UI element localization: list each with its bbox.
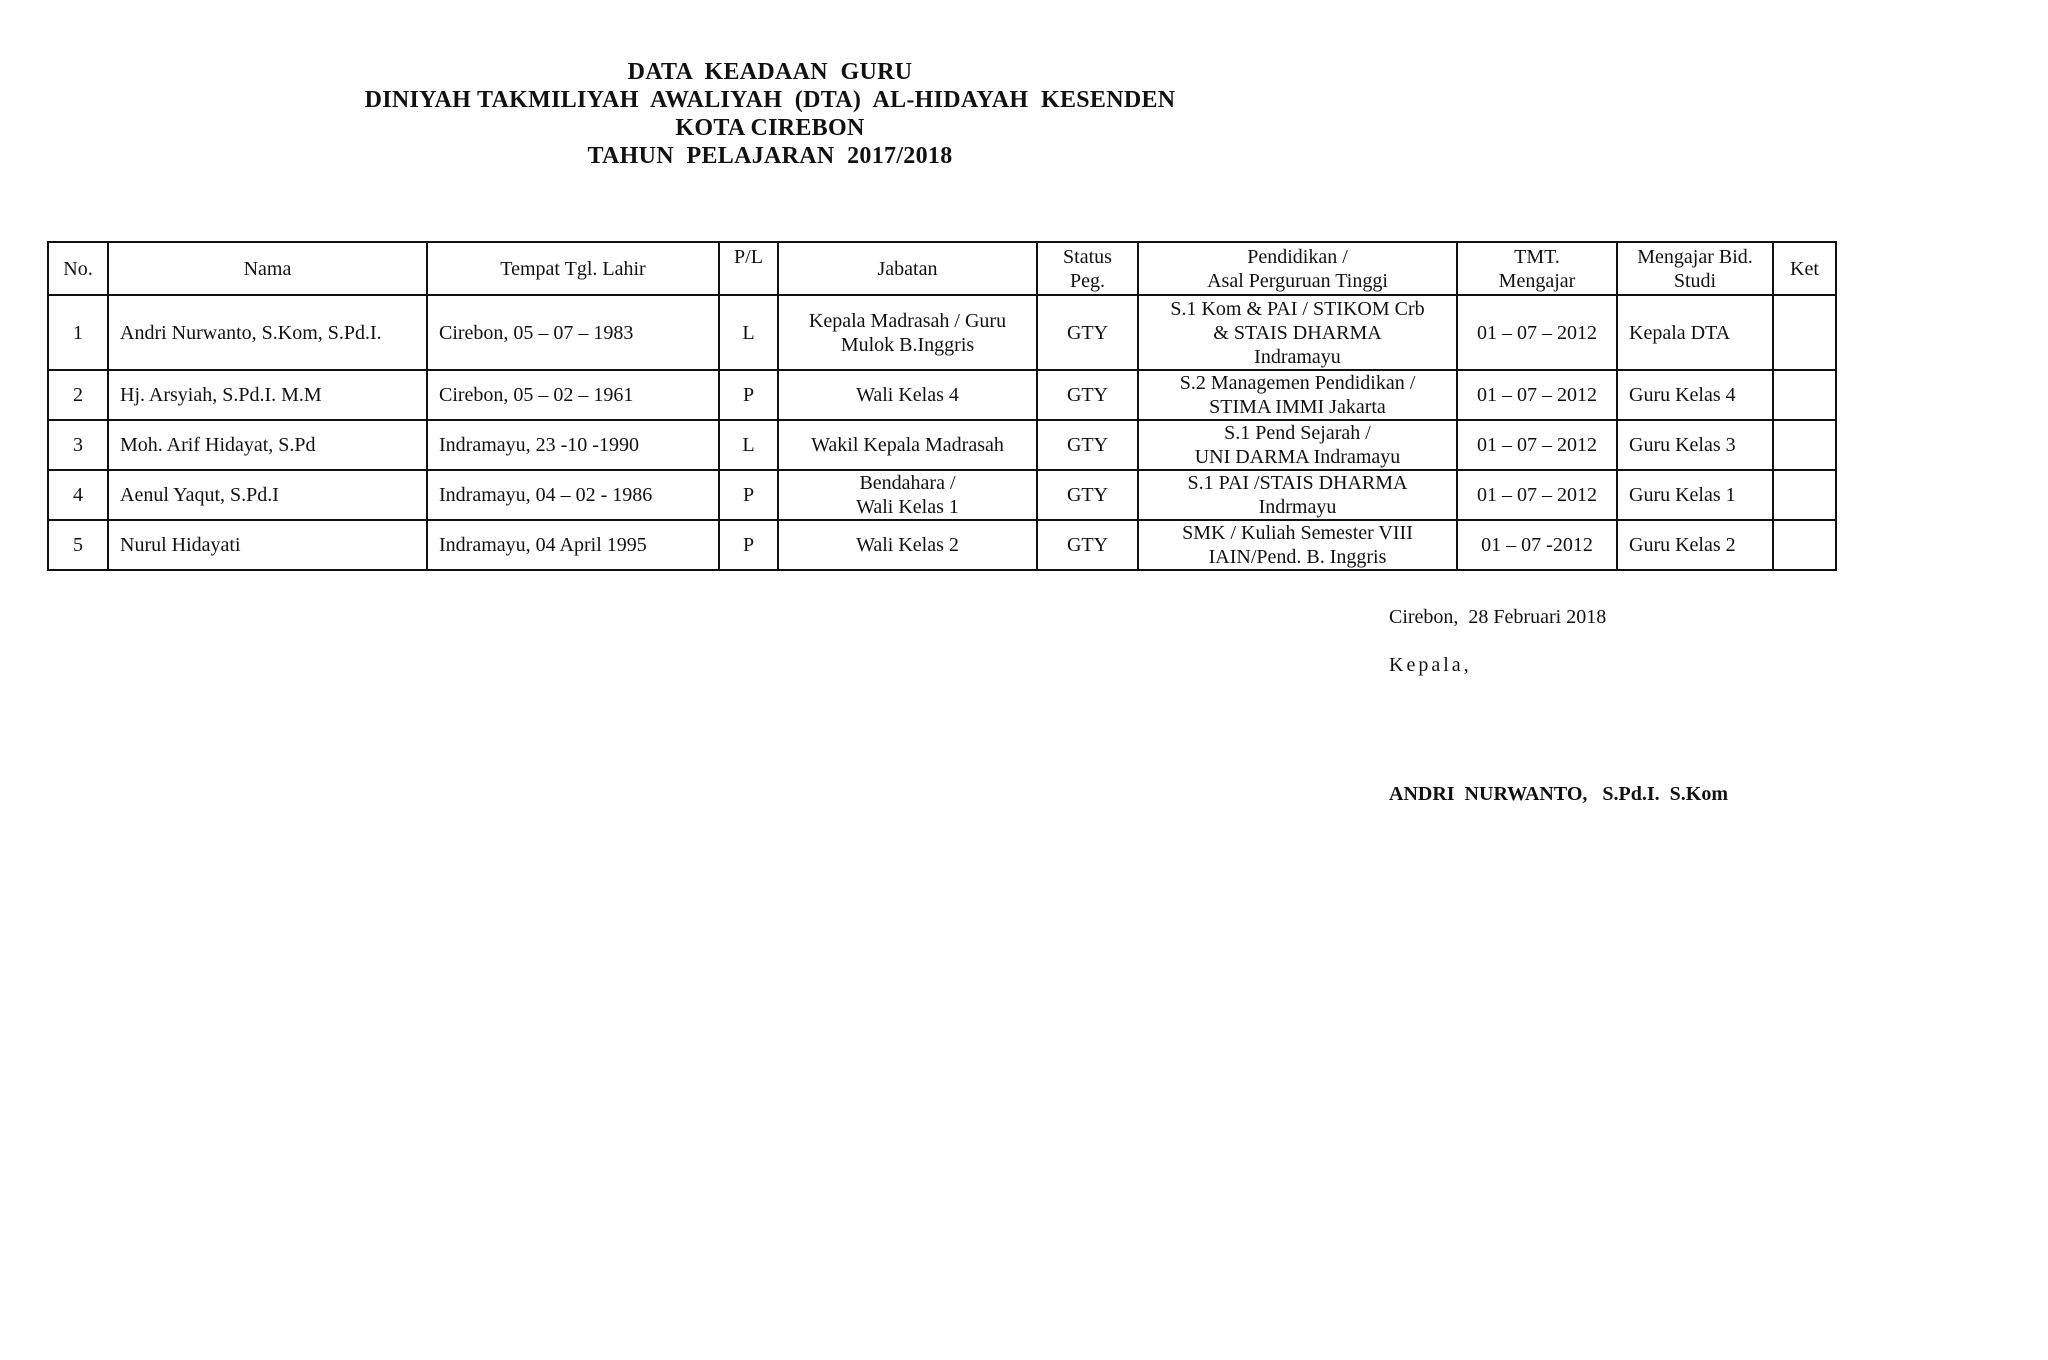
cell-jabatan: Wali Kelas 4 [778,370,1037,420]
cell-pendidikan: S.1 PAI /STAIS DHARMA Indrmayu [1138,470,1457,520]
cell-ttl: Cirebon, 05 – 02 – 1961 [427,370,719,420]
cell-status: GTY [1037,520,1138,570]
cell-jabatan: Kepala Madrasah / Guru Mulok B.Inggris [778,295,1037,370]
cell-no: 5 [48,520,108,570]
column-header-jabatan: Jabatan [778,242,1037,295]
table-row [48,470,1836,520]
cell-status: GTY [1037,370,1138,420]
column-header-no: No. [48,242,108,295]
header-city: KOTA CIREBON [675,115,865,141]
cell-mengajar: Guru Kelas 4 [1617,370,1773,420]
table-row [48,420,1836,470]
cell-pl: L [719,420,778,470]
cell-ket [1773,470,1836,520]
cell-nama: Andri Nurwanto, S.Kom, S.Pd.I. [108,295,427,370]
column-header-tmt: TMT. Mengajar [1457,242,1617,295]
cell-tmt: 01 – 07 – 2012 [1457,370,1617,420]
cell-status: GTY [1037,470,1138,520]
cell-mengajar: Guru Kelas 1 [1617,470,1773,520]
cell-tmt: 01 – 07 – 2012 [1457,470,1617,520]
cell-ket [1773,370,1836,420]
cell-ttl: Cirebon, 05 – 07 – 1983 [427,295,719,370]
column-header-ttl: Tempat Tgl. Lahir [427,242,719,295]
cell-status: GTY [1037,420,1138,470]
signature-title: Kepala, [1389,654,1472,676]
cell-tmt: 01 – 07 – 2012 [1457,420,1617,470]
cell-mengajar: Guru Kelas 2 [1617,520,1773,570]
table-row [48,370,1836,420]
header-title: DATA KEADAAN GURU [627,59,913,85]
cell-nama: Aenul Yaqut, S.Pd.I [108,470,427,520]
cell-mengajar: Kepala DTA [1617,295,1773,370]
cell-no: 4 [48,470,108,520]
cell-tmt: 01 – 07 -2012 [1457,520,1617,570]
signatory-name: ANDRI NURWANTO, S.Pd.I. S.Kom [1389,783,1728,805]
cell-ket [1773,420,1836,470]
column-header-status: Status Peg. [1037,242,1138,295]
cell-no: 2 [48,370,108,420]
column-header-nama: Nama [108,242,427,295]
cell-pl: L [719,295,778,370]
cell-pendidikan: S.1 Pend Sejarah / UNI DARMA Indramayu [1138,420,1457,470]
column-header-mengajar: Mengajar Bid. Studi [1617,242,1773,295]
column-header-pl: P/L [719,242,778,295]
cell-ttl: Indramayu, 04 April 1995 [427,520,719,570]
cell-pendidikan: S.1 Kom & PAI / STIKOM Crb & STAIS DHARMA Indramayu [1138,295,1457,370]
cell-pl: P [719,520,778,570]
column-header-ket: Ket [1773,242,1836,295]
cell-pl: P [719,370,778,420]
cell-no: 3 [48,420,108,470]
table-row [48,295,1836,370]
cell-jabatan: Wali Kelas 2 [778,520,1037,570]
cell-nama: Hj. Arsyiah, S.Pd.I. M.M [108,370,427,420]
cell-mengajar: Guru Kelas 3 [1617,420,1773,470]
column-header-pendidikan: Pendidikan / Asal Perguruan Tinggi [1138,242,1457,295]
cell-status: GTY [1037,295,1138,370]
cell-nama: Moh. Arif Hidayat, S.Pd [108,420,427,470]
cell-no: 1 [48,295,108,370]
header-school-name: DINIYAH TAKMILIYAH AWALIYAH (DTA) AL-HIDAYAH KESENDEN [364,87,1176,113]
header-school-year: TAHUN PELAJARAN 2017/2018 [587,143,953,169]
cell-pendidikan: S.2 Managemen Pendidikan / STIMA IMMI Jakarta [1138,370,1457,420]
cell-pl: P [719,470,778,520]
cell-nama: Nurul Hidayati [108,520,427,570]
teacher-data-table [47,241,1837,571]
cell-ttl: Indramayu, 04 – 02 - 1986 [427,470,719,520]
table-header-row [48,242,1836,295]
cell-pendidikan: SMK / Kuliah Semester VIII IAIN/Pend. B. Inggris [1138,520,1457,570]
table-row [48,520,1836,570]
document-header [0,58,1540,170]
cell-ket [1773,295,1836,370]
cell-jabatan: Bendahara / Wali Kelas 1 [778,470,1037,520]
signature-place-date: Cirebon, 28 Februari 2018 [1389,606,1607,628]
cell-tmt: 01 – 07 – 2012 [1457,295,1617,370]
cell-ttl: Indramayu, 23 -10 -1990 [427,420,719,470]
cell-jabatan: Wakil Kepala Madrasah [778,420,1037,470]
cell-ket [1773,520,1836,570]
